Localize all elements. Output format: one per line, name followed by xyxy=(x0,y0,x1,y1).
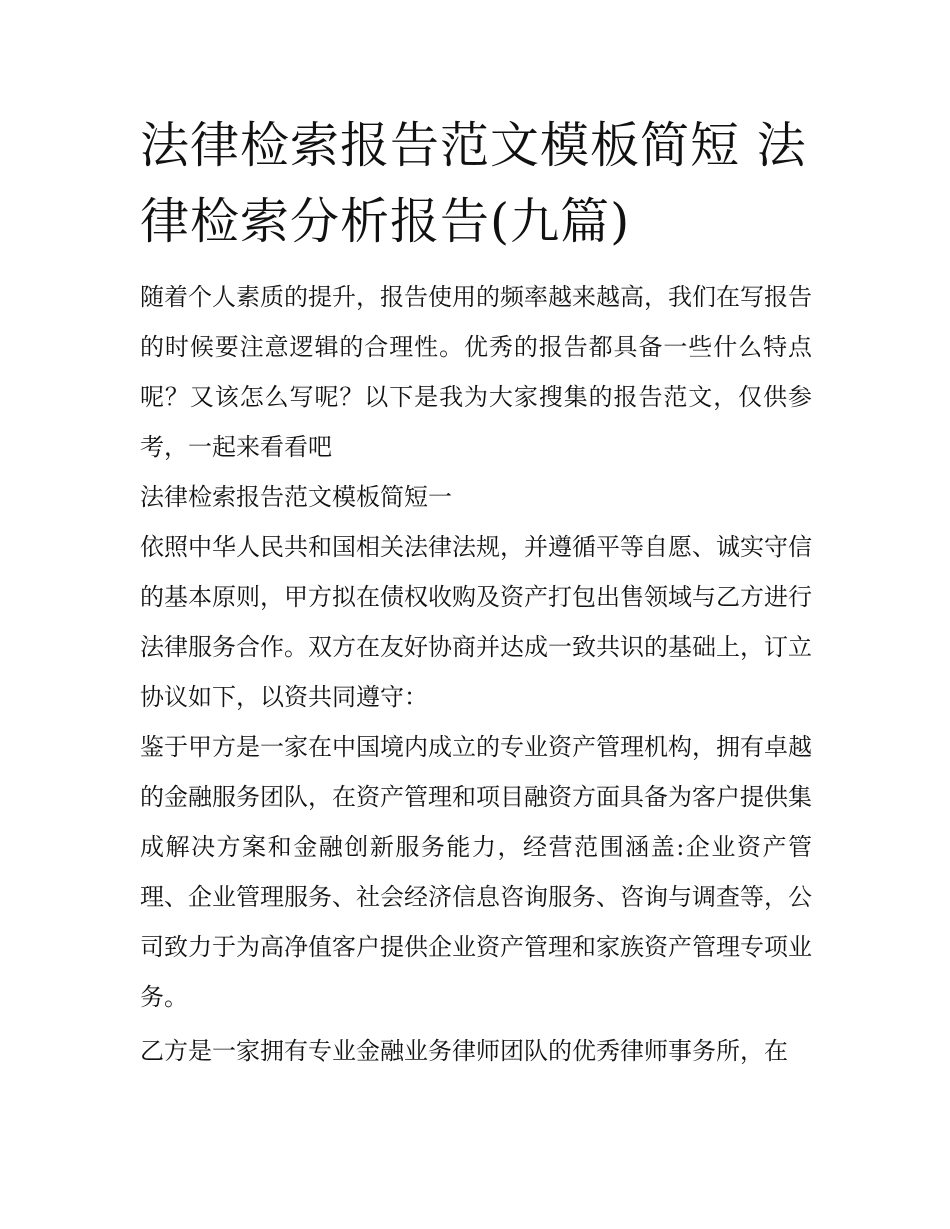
section-heading: 法律检索报告范文模板简短一 xyxy=(140,483,452,511)
body-paragraph-2: 鉴于甲方是一家在中国境内成立的专业资产管理机构，拥有卓越的金融服务团队，在资产管理和项目融资方面具备为客户提供集成解决方案和金融创新服务能力，经营范围涵盖:企业资产管理、企业管理服务、社会经济信息咨询服务、咨询与调查等，公司致力于为高净值客户提供企业资产管理和家族资产管理专项业务。 xyxy=(140,733,812,1011)
body-paragraph-3: 乙方是一家拥有专业金融业务律师团队的优秀律师事务所，在 xyxy=(140,1037,788,1065)
body-paragraph-1: 依照中华人民共和国相关法律法规，并遵循平等自愿、诚实守信的基本原则，甲方拟在债权收购及资产打包出售领域与乙方进行法律服务合作。双方在友好协商并达成一致共识的基础上，订立协议如下，以资共同遵守： xyxy=(140,533,812,711)
document-title: 法律检索报告范文模板简短 法律检索分析报告(九篇) xyxy=(140,117,807,250)
document-page xyxy=(140,108,812,1076)
intro-paragraph: 随着个人素质的提升，报告使用的频率越来越高，我们在写报告的时候要注意逻辑的合理性。优秀的报告都具备一些什么特点呢？又该怎么写呢？以下是我为大家搜集的报告范文，仅供参考，一起来看看吧 xyxy=(140,283,812,461)
